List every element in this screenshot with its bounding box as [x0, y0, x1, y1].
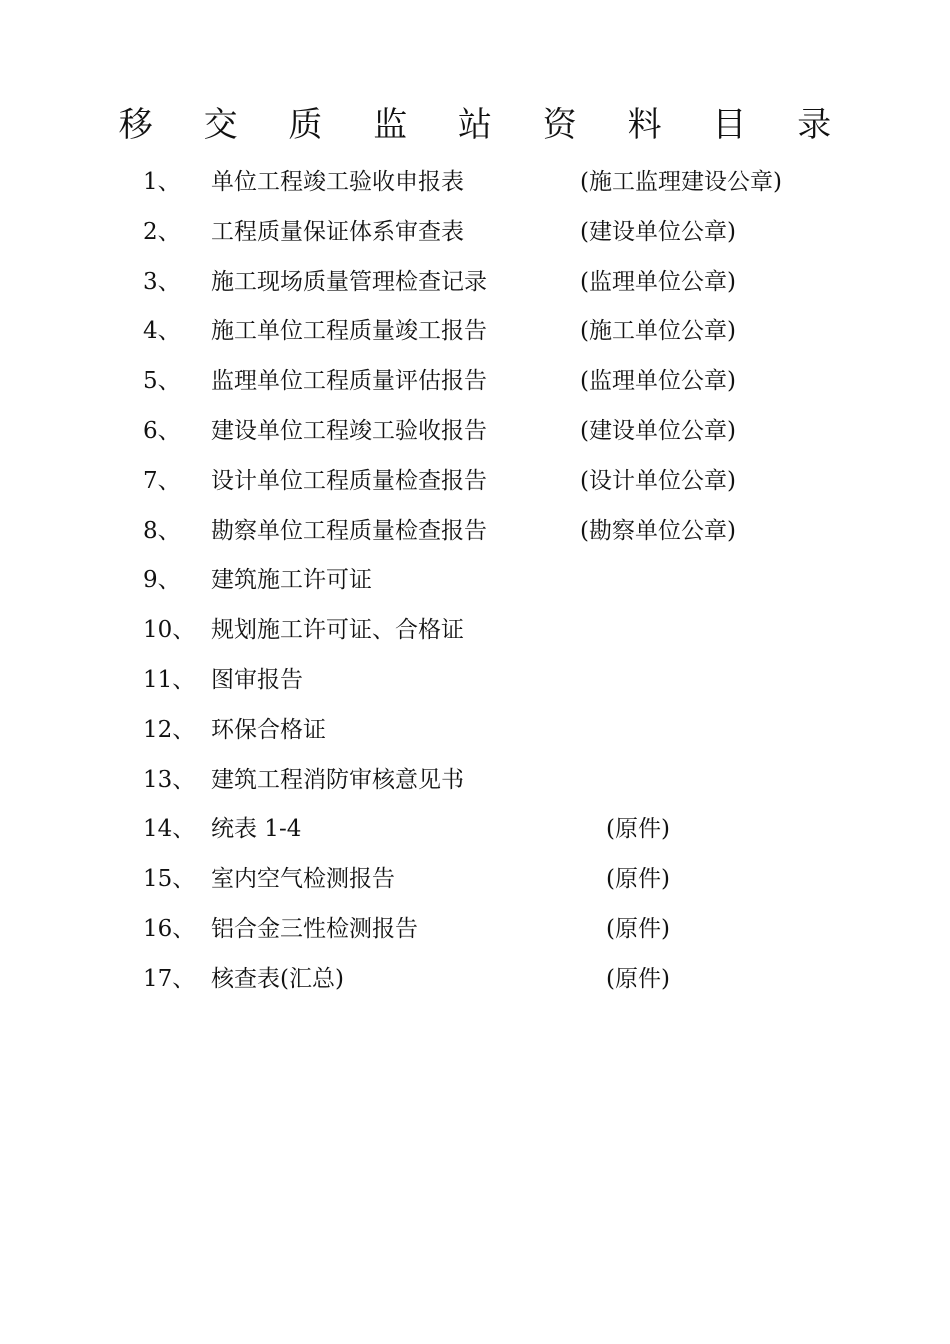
item-name: 单位工程竣工验收申报表 [211, 169, 464, 195]
item-name: 建筑施工许可证 [211, 567, 372, 594]
list-item [0, 606, 950, 656]
list-item [0, 258, 950, 308]
item-name: 监理单位工程质量评估报告 [211, 368, 487, 395]
item-number: 12、 [143, 716, 196, 743]
item-note: (监理单位公章) [580, 268, 736, 295]
item-number: 13、 [143, 766, 196, 793]
item-note: (建设单位公章) [580, 218, 736, 245]
list-item [0, 805, 950, 855]
item-note: (原件) [606, 965, 670, 992]
item-number: 16、 [143, 915, 196, 942]
item-note: (勘察单位公章) [580, 517, 736, 544]
item-name: 核查表(汇总) [211, 965, 344, 992]
list-item [0, 756, 950, 806]
item-name: 统表 1-4 [211, 816, 302, 843]
item-number: 8、 [143, 517, 181, 544]
list-item [0, 507, 950, 557]
item-note: (原件) [606, 816, 670, 843]
item-number: 6、 [143, 417, 181, 444]
item-name: 规划施工许可证、合格证 [211, 617, 464, 644]
item-name: 工程质量保证体系审查表 [211, 218, 464, 245]
item-number: 7、 [143, 467, 181, 494]
item-note: (原件) [606, 866, 670, 893]
item-note: (施工监理建设公章) [580, 169, 782, 195]
page-title: 移 交 质 监 站 资 料 目 录 [118, 105, 852, 145]
item-name: 建筑工程消防审核意见书 [211, 766, 464, 793]
item-name: 施工单位工程质量竣工报告 [211, 318, 487, 345]
item-number: 1、 [143, 169, 181, 195]
item-name: 环保合格证 [211, 716, 326, 743]
item-name: 施工现场质量管理检查记录 [211, 268, 487, 295]
list-item [0, 955, 950, 1005]
item-number: 2、 [143, 218, 181, 245]
list-item [0, 158, 950, 208]
item-number: 4、 [143, 318, 181, 345]
list-item [0, 208, 950, 258]
list-item [0, 307, 950, 357]
catalog-list [0, 158, 950, 1005]
item-note: (监理单位公章) [580, 368, 736, 395]
item-number: 5、 [143, 368, 181, 395]
list-item [0, 905, 950, 955]
item-name: 勘察单位工程质量检查报告 [211, 517, 487, 544]
item-note: (建设单位公章) [580, 417, 736, 444]
list-item [0, 357, 950, 407]
list-item [0, 457, 950, 507]
list-item [0, 855, 950, 905]
item-name: 图审报告 [211, 666, 303, 693]
item-note: (施工单位公章) [580, 318, 736, 345]
item-number: 9、 [143, 567, 181, 594]
list-item [0, 656, 950, 706]
item-number: 10、 [143, 617, 196, 644]
item-number: 11、 [143, 666, 196, 693]
item-note: (原件) [606, 915, 670, 942]
item-name: 铝合金三性检测报告 [211, 915, 418, 942]
item-name: 建设单位工程竣工验收报告 [211, 417, 487, 444]
item-number: 17、 [143, 965, 196, 992]
item-note: (设计单位公章) [580, 467, 736, 494]
item-name: 设计单位工程质量检查报告 [211, 467, 487, 494]
list-item [0, 556, 950, 606]
item-number: 14、 [143, 816, 196, 843]
item-name: 室内空气检测报告 [211, 866, 395, 893]
item-number: 3、 [143, 268, 181, 295]
list-item [0, 407, 950, 457]
list-item [0, 706, 950, 756]
item-number: 15、 [143, 866, 196, 893]
